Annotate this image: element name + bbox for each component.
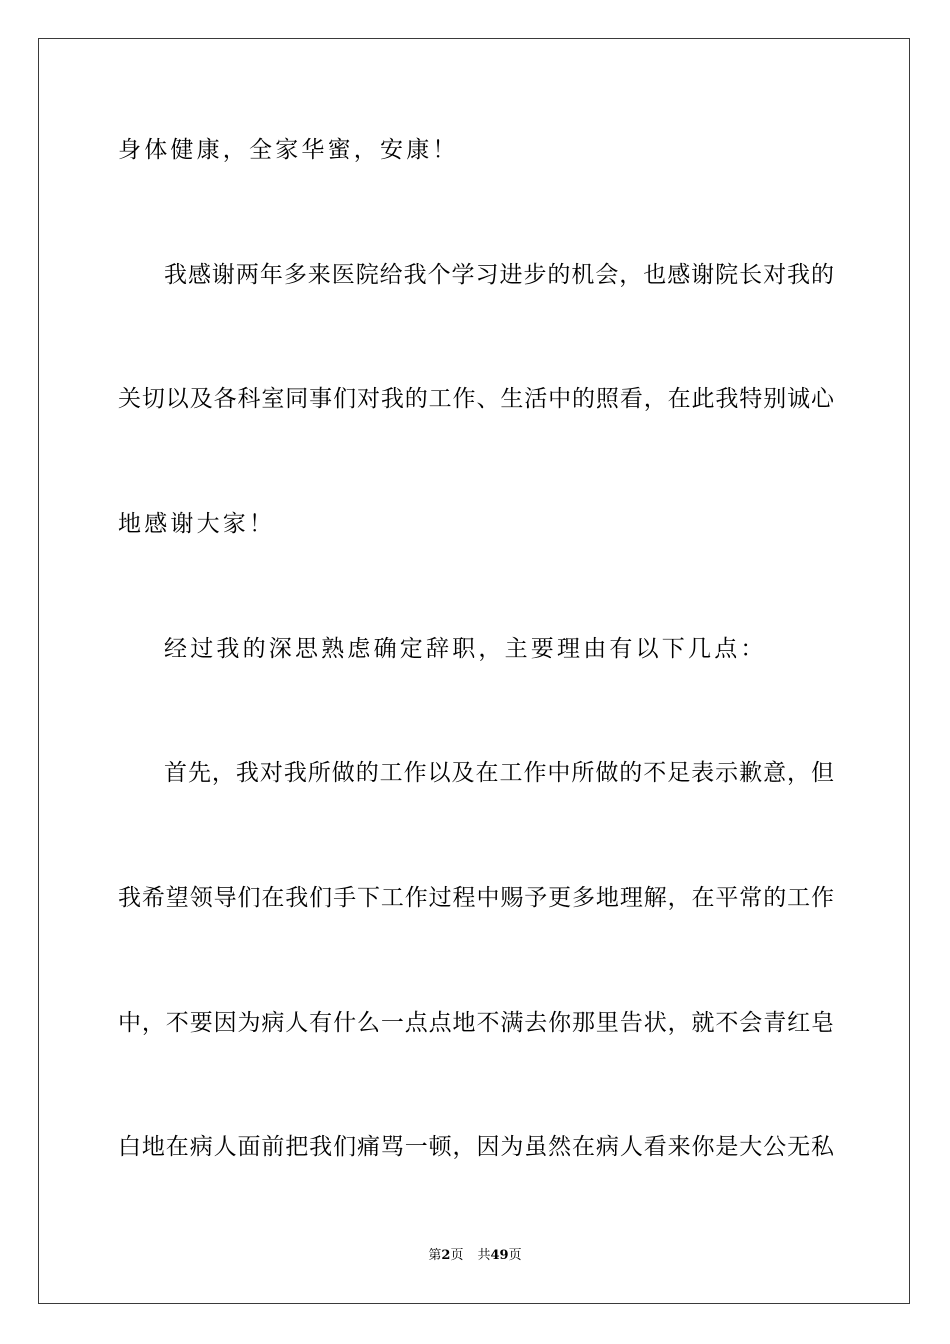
text-line-4: 地感谢大家！ [118, 511, 276, 537]
text-line-6: 首先，我对我所做的工作以及在工作中所做的不足表示歉意，但 [164, 760, 834, 786]
total-label-prefix: 共 [477, 1248, 491, 1263]
total-label-suffix: 页 [508, 1248, 522, 1263]
text-line-2: 我感谢两年多来医院给我个学习进步的机会，也感谢院长对我的 [164, 262, 834, 288]
page-label-prefix: 第 [428, 1248, 442, 1263]
text-line-7: 我希望领导们在我们手下工作过程中赐予更多地理解，在平常的工作 [118, 885, 834, 911]
page-footer [0, 1247, 950, 1265]
text-line-1: 身体健康，全家华蜜，安康！ [118, 137, 459, 163]
page-number: 2 [441, 1248, 451, 1263]
page-label-suffix: 页 [450, 1248, 464, 1263]
text-line-9: 白地在病人面前把我们痛骂一顿，因为虽然在病人看来你是大公无私 [118, 1134, 834, 1160]
page-border [38, 38, 910, 1304]
total-pages: 49 [490, 1248, 509, 1263]
text-line-8: 中，不要因为病人有什么一点点地不满去你那里告状，就不会青红皂 [118, 1010, 834, 1036]
text-line-5: 经过我的深思熟虑确定辞职，主要理由有以下几点： [164, 636, 767, 662]
text-line-3: 关切以及各科室同事们对我的工作、生活中的照看，在此我特别诚心 [118, 386, 834, 412]
